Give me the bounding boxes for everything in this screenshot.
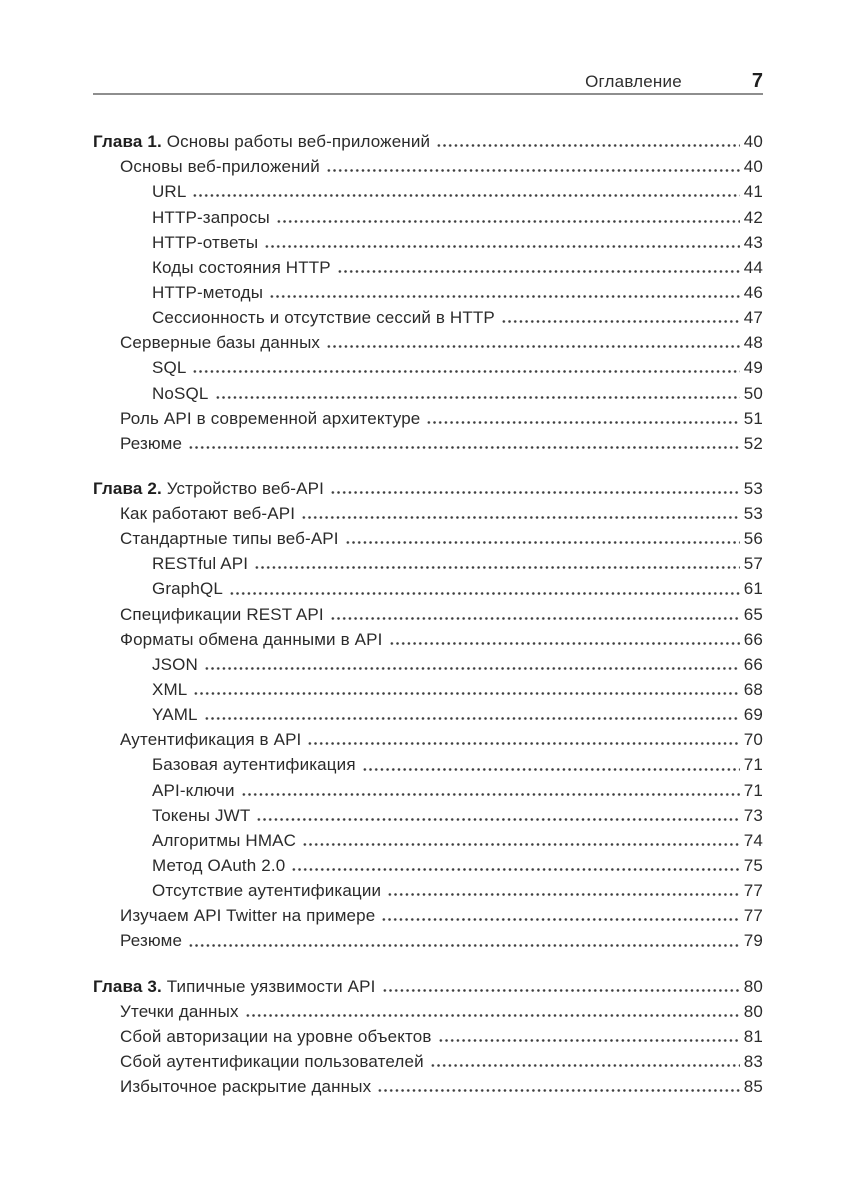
toc-entry-row (93, 429, 763, 454)
entry-title: XML (152, 680, 188, 700)
entry-title: URL (152, 182, 187, 202)
entry-page-number: 66 (743, 629, 763, 649)
dot-leader (501, 310, 740, 328)
toc-chapter-row (93, 972, 763, 997)
entry-page-number: 81 (743, 1026, 763, 1046)
entry-page-number: 47 (743, 308, 763, 328)
dot-leader (426, 411, 739, 429)
toc-entry-row (93, 750, 763, 775)
entry-label (152, 831, 296, 851)
entry-page-number: 40 (743, 132, 763, 152)
dot-leader (330, 481, 740, 499)
entry-page-number: 61 (743, 579, 763, 599)
entry-title: Базовая аутентификация (152, 755, 356, 775)
entry-page-number: 56 (743, 529, 763, 549)
dot-leader (345, 531, 740, 549)
entry-page-number: 41 (743, 182, 763, 202)
entry-title: Спецификации REST API (120, 604, 324, 624)
entry-title: HTTP-ответы (152, 232, 259, 252)
entry-page-number: 79 (743, 931, 763, 951)
entry-title: Сбой аутентификации пользователей (120, 1052, 424, 1072)
dot-leader (337, 260, 740, 278)
entry-label (93, 479, 324, 499)
dot-leader (330, 607, 740, 625)
dot-leader (430, 1054, 740, 1072)
toc-entry-row (93, 1072, 763, 1097)
header-rule (93, 93, 763, 95)
entry-title: Отсутствие аутентификации (152, 881, 382, 901)
entry-title: Токены JWT (152, 805, 251, 825)
dot-leader (204, 657, 740, 675)
entry-label (120, 529, 339, 549)
entry-page-number: 50 (743, 383, 763, 403)
dot-leader (254, 556, 740, 574)
dot-leader (229, 582, 740, 600)
entry-page-number: 71 (743, 780, 763, 800)
dot-leader (291, 858, 739, 876)
entry-title: Типичные уязвимости API (166, 976, 376, 996)
dot-leader (269, 285, 740, 303)
chapter-prefix: Глава 2. (93, 478, 167, 498)
entry-label (120, 333, 320, 353)
entry-page-number: 77 (743, 906, 763, 926)
toc-entry-row (93, 303, 763, 328)
entry-title: Сессионность и отсутствие сессий в HTTP (152, 308, 495, 328)
entry-page-number: 49 (743, 358, 763, 378)
dot-leader (245, 1004, 740, 1022)
entry-label (152, 655, 198, 675)
toc-entry-row (93, 549, 763, 574)
toc-entry-row (93, 228, 763, 253)
entry-page-number: 51 (743, 408, 763, 428)
entry-label (152, 208, 270, 228)
entry-page-number: 85 (743, 1077, 763, 1097)
entry-page-number: 80 (743, 1001, 763, 1021)
dot-leader (382, 979, 740, 997)
entry-label (120, 630, 383, 650)
dot-leader (438, 1029, 740, 1047)
toc-chapter-row (93, 127, 763, 152)
dot-leader (307, 732, 739, 750)
entry-label (152, 705, 198, 725)
toc-entry-row (93, 851, 763, 876)
toc-entry-row (93, 776, 763, 801)
entry-page-number: 69 (743, 705, 763, 725)
entry-title: Стандартные типы веб-API (120, 529, 339, 549)
entry-title: Избыточное раскрытие данных (120, 1077, 372, 1097)
toc-entry-row (93, 404, 763, 429)
entry-label (152, 258, 331, 278)
entry-label (120, 1052, 424, 1072)
dot-leader (188, 436, 740, 454)
entry-title: Аутентификация в API (120, 730, 302, 750)
entry-label (152, 680, 187, 700)
entry-title: Резюме (120, 433, 183, 453)
entry-title: Изучаем API Twitter на примере (120, 906, 376, 926)
entry-page-number: 40 (743, 157, 763, 177)
entry-title: YAML (152, 705, 198, 725)
dot-leader (377, 1079, 740, 1097)
entry-label (120, 157, 320, 177)
entry-title: Роль API в современной архитектуре (120, 408, 421, 428)
entry-page-number: 70 (743, 730, 763, 750)
entry-page-number: 43 (743, 232, 763, 252)
entry-page-number: 46 (743, 282, 763, 302)
dot-leader (389, 632, 740, 650)
entry-label (152, 881, 381, 901)
toc-entry-row (93, 725, 763, 750)
entry-label (152, 554, 248, 574)
toc-entry-row (93, 1022, 763, 1047)
toc-entry-row (93, 650, 763, 675)
toc-entry-row (93, 700, 763, 725)
entry-label (152, 233, 258, 253)
entry-title: Сбой авторизации на уровне объектов (120, 1026, 432, 1046)
entry-page-number: 52 (743, 433, 763, 453)
entry-page-number: 53 (743, 504, 763, 524)
entry-title: Форматы обмена данными в API (120, 629, 383, 649)
dot-leader (276, 210, 740, 228)
entry-label (152, 856, 285, 876)
toc-entry-row (93, 625, 763, 650)
dot-leader (204, 707, 740, 725)
entry-label (152, 579, 223, 599)
dot-leader (192, 360, 739, 378)
toc-entry-row (93, 499, 763, 524)
dot-leader (215, 386, 740, 404)
toc-entry-row (93, 926, 763, 951)
toc-entry-row (93, 278, 763, 303)
header-title: Оглавление (585, 72, 682, 91)
dot-leader (362, 758, 740, 776)
entry-title: Основы веб-приложений (120, 157, 320, 177)
entry-page-number: 66 (743, 654, 763, 674)
entry-title: Серверные базы данных (120, 333, 321, 353)
entry-page-number: 77 (743, 881, 763, 901)
entry-page-number: 83 (743, 1052, 763, 1072)
dot-leader (301, 506, 740, 524)
entry-title: SQL (152, 358, 187, 378)
toc-entry-row (93, 901, 763, 926)
toc-entry-row (93, 353, 763, 378)
toc-entry-row (93, 253, 763, 278)
entry-page-number: 73 (743, 805, 763, 825)
entry-title: HTTP-запросы (152, 207, 270, 227)
dot-leader (436, 134, 740, 152)
entry-label (152, 358, 186, 378)
toc-list (93, 127, 763, 1097)
entry-label (152, 283, 263, 303)
toc-entry-row (93, 378, 763, 403)
dot-leader (264, 235, 739, 253)
chapter-prefix: Глава 3. (93, 976, 167, 996)
entry-label (120, 504, 295, 524)
dot-leader (381, 908, 739, 926)
entry-label (120, 409, 420, 429)
entry-label (120, 906, 375, 926)
toc-entry-row (93, 328, 763, 353)
toc-entry-row (93, 600, 763, 625)
entry-label (120, 931, 182, 951)
entry-label (120, 605, 324, 625)
entry-title: Метод OAuth 2.0 (152, 856, 286, 876)
toc-entry-row (93, 997, 763, 1022)
entry-title: Основы работы веб-приложений (166, 132, 431, 152)
entry-label (93, 132, 430, 152)
entry-title: API-ключи (152, 780, 235, 800)
entry-page-number: 71 (743, 755, 763, 775)
entry-page-number: 65 (743, 604, 763, 624)
entry-title: RESTful API (152, 554, 249, 574)
entry-title: Как работают веб-API (120, 504, 296, 524)
dot-leader (193, 682, 739, 700)
entry-page-number: 53 (743, 478, 763, 498)
entry-page-number: 74 (743, 830, 763, 850)
entry-label (152, 308, 495, 328)
entry-title: Резюме (120, 931, 183, 951)
header-page-number: 7 (751, 70, 763, 92)
dot-leader (326, 335, 740, 353)
entry-title: Устройство веб-API (166, 478, 324, 498)
entry-title: HTTP-методы (152, 282, 264, 302)
dot-leader (241, 783, 740, 801)
entry-title: GraphQL (152, 579, 223, 599)
running-head (93, 70, 763, 93)
toc-entry-row (93, 675, 763, 700)
entry-title: NoSQL (152, 383, 209, 403)
dot-leader (192, 184, 739, 202)
toc-entry-row (93, 202, 763, 227)
entry-label (120, 730, 301, 750)
entry-page-number: 68 (743, 680, 763, 700)
dot-leader (302, 833, 740, 851)
toc-entry-row (93, 1047, 763, 1072)
entry-page-number: 75 (743, 856, 763, 876)
toc-entry-row (93, 876, 763, 901)
toc-entry-row (93, 801, 763, 826)
dot-leader (256, 808, 739, 826)
toc-entry-row (93, 177, 763, 202)
entry-label (93, 977, 376, 997)
entry-title: JSON (152, 654, 198, 674)
toc-entry-row (93, 574, 763, 599)
entry-label (152, 755, 356, 775)
toc-chapter-row (93, 474, 763, 499)
entry-page-number: 48 (743, 333, 763, 353)
entry-page-number: 57 (743, 554, 763, 574)
entry-title: Коды состояния HTTP (152, 257, 331, 277)
entry-page-number: 44 (743, 257, 763, 277)
dot-leader (387, 883, 740, 901)
dot-leader (188, 934, 740, 952)
entry-page-number: 42 (743, 207, 763, 227)
entry-label (120, 434, 182, 454)
entry-label (152, 182, 186, 202)
toc-entry-row (93, 524, 763, 549)
entry-label (152, 781, 235, 801)
entry-label (120, 1027, 432, 1047)
chapter-prefix: Глава 1. (93, 132, 167, 152)
entry-label (120, 1077, 371, 1097)
entry-page-number: 80 (743, 976, 763, 996)
entry-title: Утечки данных (120, 1001, 239, 1021)
entry-label (152, 806, 250, 826)
entry-title: Алгоритмы HMAC (152, 830, 297, 850)
toc-entry-row (93, 826, 763, 851)
entry-label (152, 384, 209, 404)
toc-entry-row (93, 152, 763, 177)
entry-label (120, 1002, 239, 1022)
dot-leader (326, 159, 740, 177)
